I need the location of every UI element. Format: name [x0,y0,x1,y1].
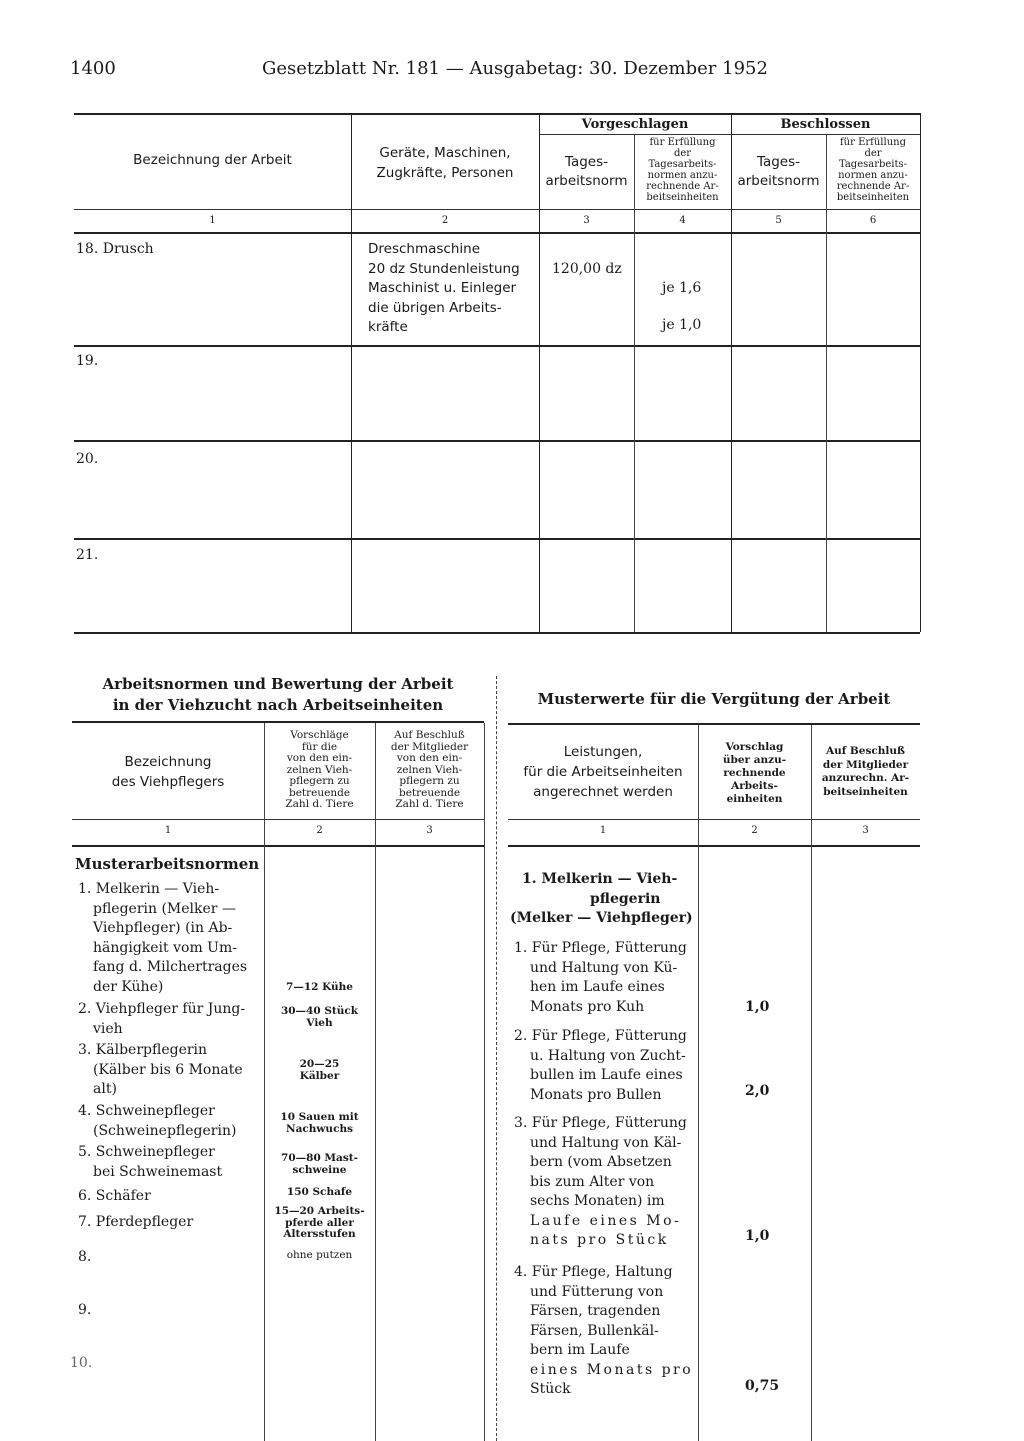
left-col-header-vorschlaege: Vorschläge für die von den ein- zelnen Vieh- pflegern zu betreuende Zahl d. Tiere [285,729,354,810]
left-col-header-beschluss: Auf Beschluß der Mitglieder von den ein- zelnen Vieh- pflegern zu betreuende Zahl d. Tiere [390,729,469,810]
viehpfleger-item-6: 6. Schäfer [78,1188,151,1204]
row-label-21: 21. [76,547,99,563]
group-header-vorgeschlagen: Vorgeschlagen [581,117,689,132]
col-header-tagesnorm-1: Tages- arbeitsnorm [545,154,628,189]
viehpfleger-item-7: 7. Pferdepfleger [78,1214,194,1230]
row-einheiten-maschinist: je 1,6 [662,280,702,296]
left-section-title: Arbeitsnormen und Bewertung der Arbeit in der Viehzucht nach Arbeitseinheiten [102,675,454,714]
row-tagesnorm-drusch: 120,00 dz [552,261,622,277]
col-number: 3 [583,215,590,226]
col-number: 3 [862,825,869,836]
row-einheiten-uebrige: je 1,0 [662,317,702,333]
col-number: 1 [209,215,216,226]
page-title: Gesetzblatt Nr. 181 — Ausgabetag: 30. Dezember 1952 [262,58,768,79]
row-label-drusch: 18. Drusch [76,241,154,257]
left-col-header-viehpfleger: Bezeichnung des Viehpflegers [111,754,225,790]
col-header-erfuellung-1: für Erfüllung der Tagesarbeits- normen anzu- rechnende Ar- beitseinheiten [646,137,719,203]
row-label-20: 20. [76,451,99,467]
col-number: 3 [426,825,433,836]
leistung-item-3: 3. Für Pflege, Fütterung und Haltung von Käl- bern (vom Absetzen bis zum Alter von sechs Monaten) im Laufe eines Mo- nats pro Stück [514,1115,687,1248]
animal-count: 10 Sauen mit Nachwuchs [280,1111,359,1135]
animal-count: ohne putzen [286,1249,353,1261]
viehpfleger-item-8: 8. [78,1249,92,1265]
col-number: 2 [751,825,758,836]
col-header-erfuellung-2: für Erfüllung der Tagesarbeits- normen anzu- rechnende Ar- beitseinheiten [836,137,910,203]
col-number: 1 [599,825,607,836]
col-number: 4 [679,215,686,226]
col-header-tagesnorm-2: Tages- arbeitsnorm [737,154,820,189]
viehpfleger-item-10: 10. [70,1355,93,1371]
col-header-bezeichnung: Bezeichnung der Arbeit [133,152,292,168]
animal-count: 7—12 Kühe [286,981,353,993]
viehpfleger-item-2: 2. Viehpfleger für Jung- vieh [78,1001,246,1037]
musterarbeitsnormen-heading: Musterarbeitsnormen [75,855,260,873]
viehpfleger-item-4: 4. Schweinepfleger (Schweinepflegerin) [78,1103,237,1139]
leistung-value-3: 1,0 [745,1228,770,1244]
leistung-item-4: 4. Für Pflege, Haltung und Fütterung von Färsen, tragenden Färsen, Bullenkäl- bern im Laufe eines Monats pro Stück [514,1264,694,1397]
right-col-header-vorschlag: Vorschlag über anzu- rechnende Arbeits- einheiten [722,741,787,805]
col-number: 2 [316,825,323,836]
col-number: 2 [441,215,449,226]
col-header-geraete: Geräte, Maschinen, Zugkräfte, Personen [376,145,514,181]
animal-count: 70—80 Mast- schweine [281,1152,358,1176]
col-number: 5 [775,215,782,226]
row-label-19: 19. [76,353,99,369]
right-section-title: Musterwerte für die Vergütung der Arbeit [537,690,891,708]
col-number: 6 [869,215,877,226]
leistung-item-2: 2. Für Pflege, Fütterung u. Haltung von Zucht- bullen im Laufe eines Monats pro Bullen [514,1028,687,1103]
viehpfleger-item-9: 9. [78,1302,92,1318]
right-col-header-leistungen: Leistungen, für die Arbeitseinheiten angerechnet werden [523,744,683,800]
viehpfleger-item-3: 3. Kälberpflegerin (Kälber bis 6 Monate alt) [78,1042,243,1097]
viehpfleger-item-5: 5. Schweinepfleger bei Schweinemast [78,1144,223,1180]
animal-count: 30—40 Stück Vieh [280,1005,359,1029]
col-number: 1 [164,825,172,836]
animal-count: 15—20 Arbeits- pferde aller Altersstufen [274,1205,365,1240]
leistung-item-1: 1. Für Pflege, Fütterung und Haltung von Kü- hen im Laufe eines Monats pro Kuh [514,940,687,1015]
melkerin-group-heading: 1. Melkerin — Vieh- pflegerin (Melker — Viehpfleger) [510,871,693,926]
right-col-header-beschluss: Auf Beschluß der Mitglieder anzurechn. Ar- beitseinheiten [821,745,910,798]
animal-count: 20—25 Kälber [299,1058,340,1082]
leistung-value-2: 2,0 [745,1083,770,1099]
row-geraete-drusch: Dreschmaschine 20 dz Stundenleistung Maschinist u. Einleger die übrigen Arbeits- kräfte [368,241,520,335]
leistung-value-1: 1,0 [745,999,770,1015]
leistung-value-4: 0,75 [745,1378,780,1394]
viehpfleger-item-1: 1. Melkerin — Vieh- pflegerin (Melker — Viehpfleger) (in Ab- hängigkeit vom Um- fang d. Milchertrages der Kühe) [78,881,248,995]
animal-count: 150 Schafe [286,1186,353,1198]
page-number: 1400 [70,58,116,79]
group-header-beschlossen: Beschlossen [780,117,871,132]
